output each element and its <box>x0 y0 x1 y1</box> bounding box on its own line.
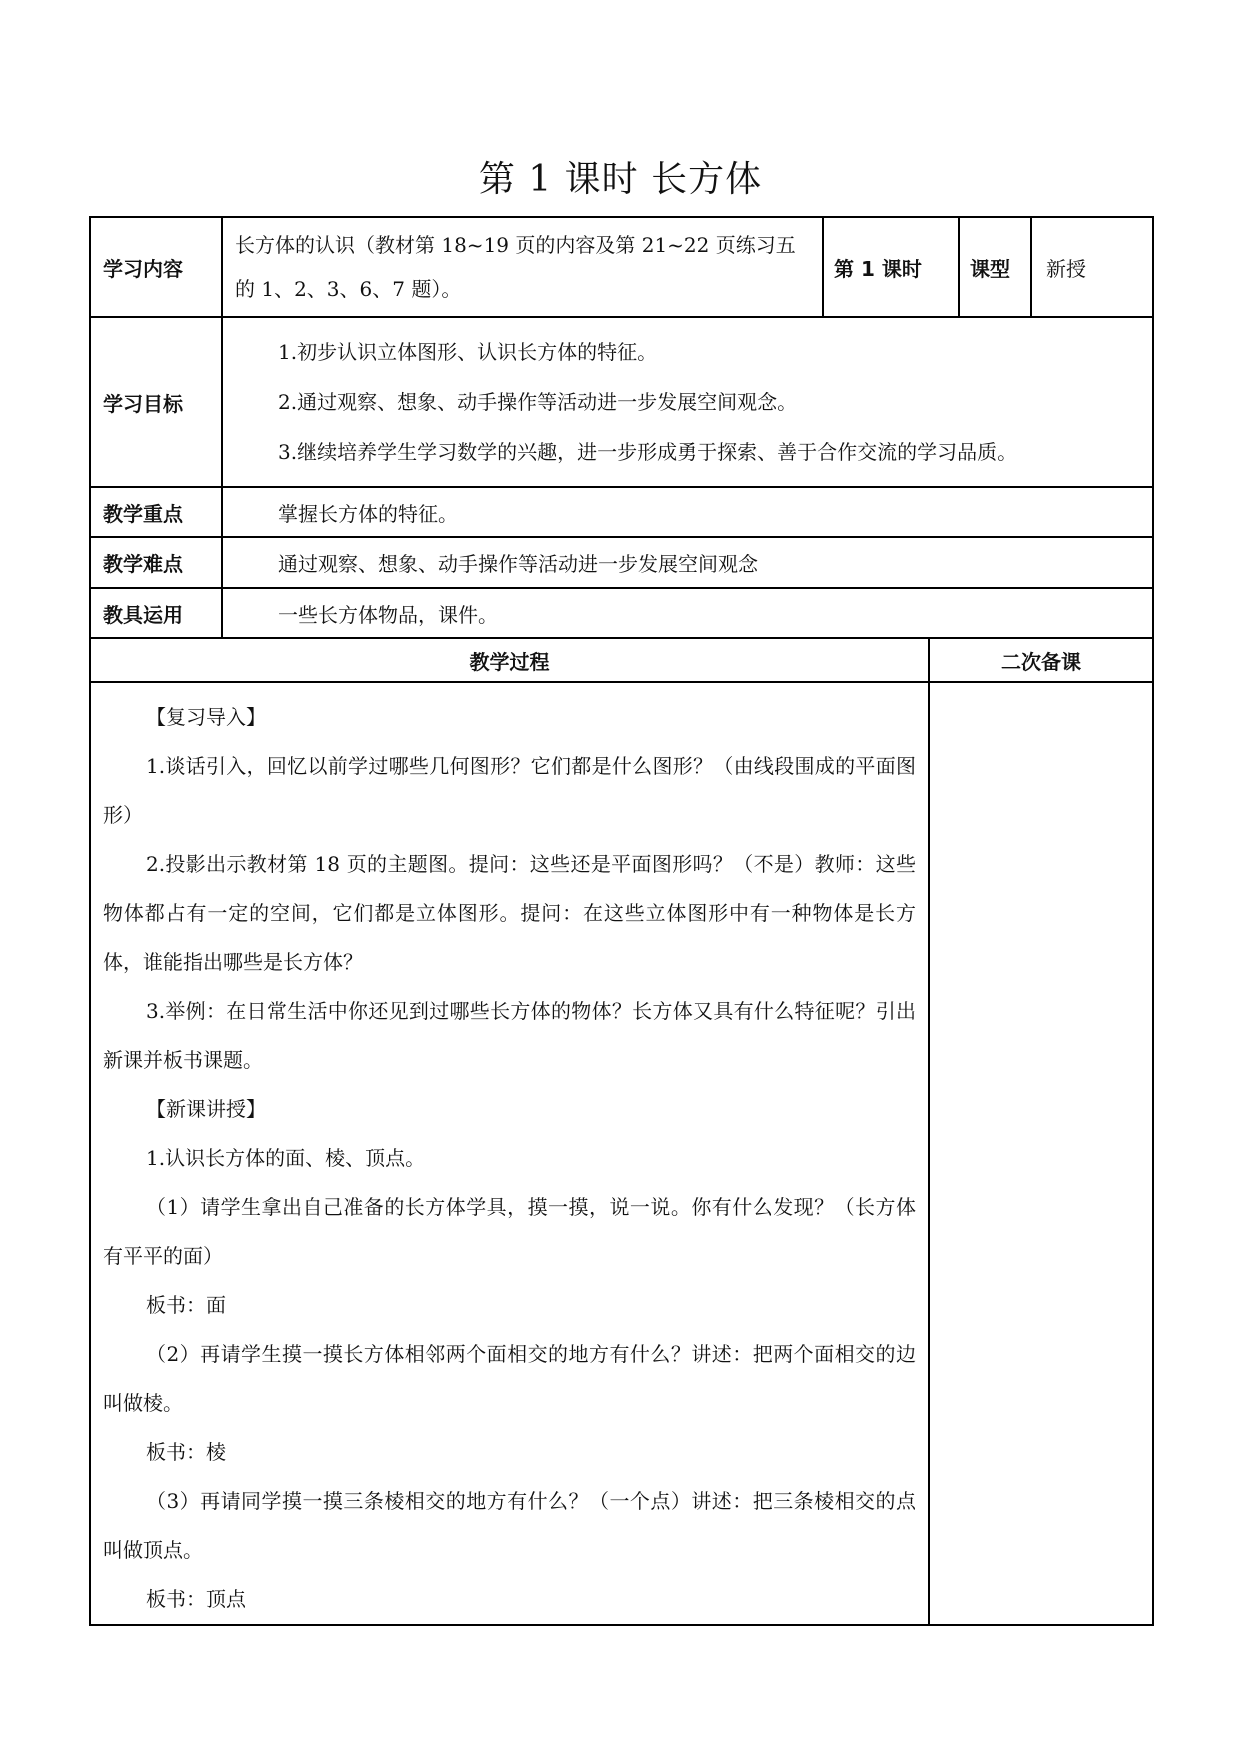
process-paragraph: 3.举例：在日常生活中你还见到过哪些长方体的物体？长方体又具有什么特征呢？引出新课并板书课题。 <box>103 999 916 1072</box>
row-process-body <box>90 682 1153 1625</box>
key-point-text: 掌握长方体的特征。 <box>222 487 1153 537</box>
difficult-point-text: 通过观察、想象、动手操作等活动进一步发展空间观念 <box>222 537 1153 588</box>
lesson-plan-table <box>89 216 1154 1626</box>
learning-goals-label: 学习目标 <box>90 317 222 487</box>
key-point-label: 教学重点 <box>90 487 222 537</box>
row-learning-content <box>90 217 1153 317</box>
second-prep-cell <box>929 682 1153 1625</box>
difficult-point-label: 教学难点 <box>90 537 222 588</box>
teaching-tools-text: 一些长方体物品，课件。 <box>222 588 1153 638</box>
row-teaching-tools <box>90 588 1153 638</box>
process-paragraph: 板书：面 <box>146 1293 226 1317</box>
goal-item: 2.通过观察、想象、动手操作等活动进一步发展空间观念。 <box>278 390 798 414</box>
period-label: 第 1 课时 <box>823 217 959 317</box>
process-paragraph: （2）再请学生摸一摸长方体相邻两个面相交的地方有什么？讲述：把两个面相交的边叫做棱。 <box>103 1342 916 1415</box>
page-title: 第 1 课时 长方体 <box>478 159 763 200</box>
process-paragraph: （1）请学生拿出自己准备的长方体学具，摸一摸，说一说。你有什么发现？（长方体有平平的面） <box>103 1195 916 1268</box>
process-paragraph: 1.谈话引入，回忆以前学过哪些几何图形？它们都是什么图形？（由线段围成的平面图形） <box>103 754 916 827</box>
process-paragraph: 【复习导入】 <box>146 705 266 729</box>
row-difficult-point <box>90 537 1153 588</box>
row-process-header <box>90 638 1153 682</box>
process-paragraph: 【新课讲授】 <box>146 1097 266 1121</box>
process-paragraph: 2.投影出示教材第 18 页的主题图。提问：这些还是平面图形吗？（不是）教师：这些物体都占有一定的空间，它们都是立体图形。提问：在这些立体图形中有一种物体是长方体，谁能指出哪些是长方体？ <box>103 852 916 974</box>
goal-item: 3.继续培养学生学习数学的兴趣，进一步形成勇于探索、善于合作交流的学习品质。 <box>278 440 1018 464</box>
process-paragraph: 板书：顶点 <box>146 1587 246 1611</box>
second-prep-header: 二次备课 <box>929 638 1153 682</box>
lesson-type-label: 课型 <box>959 217 1031 317</box>
teaching-process-cell <box>90 682 929 1625</box>
learning-content-label: 学习内容 <box>90 217 222 317</box>
process-paragraph: （3）再请同学摸一摸三条棱相交的地方有什么？（一个点）讲述：把三条棱相交的点叫做顶点。 <box>103 1489 916 1562</box>
row-key-point <box>90 487 1153 537</box>
teaching-tools-label: 教具运用 <box>90 588 222 638</box>
learning-content-text: 长方体的认识（教材第 18~19 页的内容及第 21~22 页练习五的 1、2、3、6、7 题）。 <box>222 217 823 317</box>
teaching-process-header: 教学过程 <box>90 638 929 682</box>
row-learning-goals <box>90 317 1153 487</box>
learning-goals-cell <box>222 317 1153 487</box>
process-paragraph: 板书：棱 <box>146 1440 226 1464</box>
lesson-type-value: 新授 <box>1031 217 1153 317</box>
goal-item: 1.初步认识立体图形、认识长方体的特征。 <box>278 340 658 364</box>
process-paragraph: 1.认识长方体的面、棱、顶点。 <box>146 1146 426 1170</box>
